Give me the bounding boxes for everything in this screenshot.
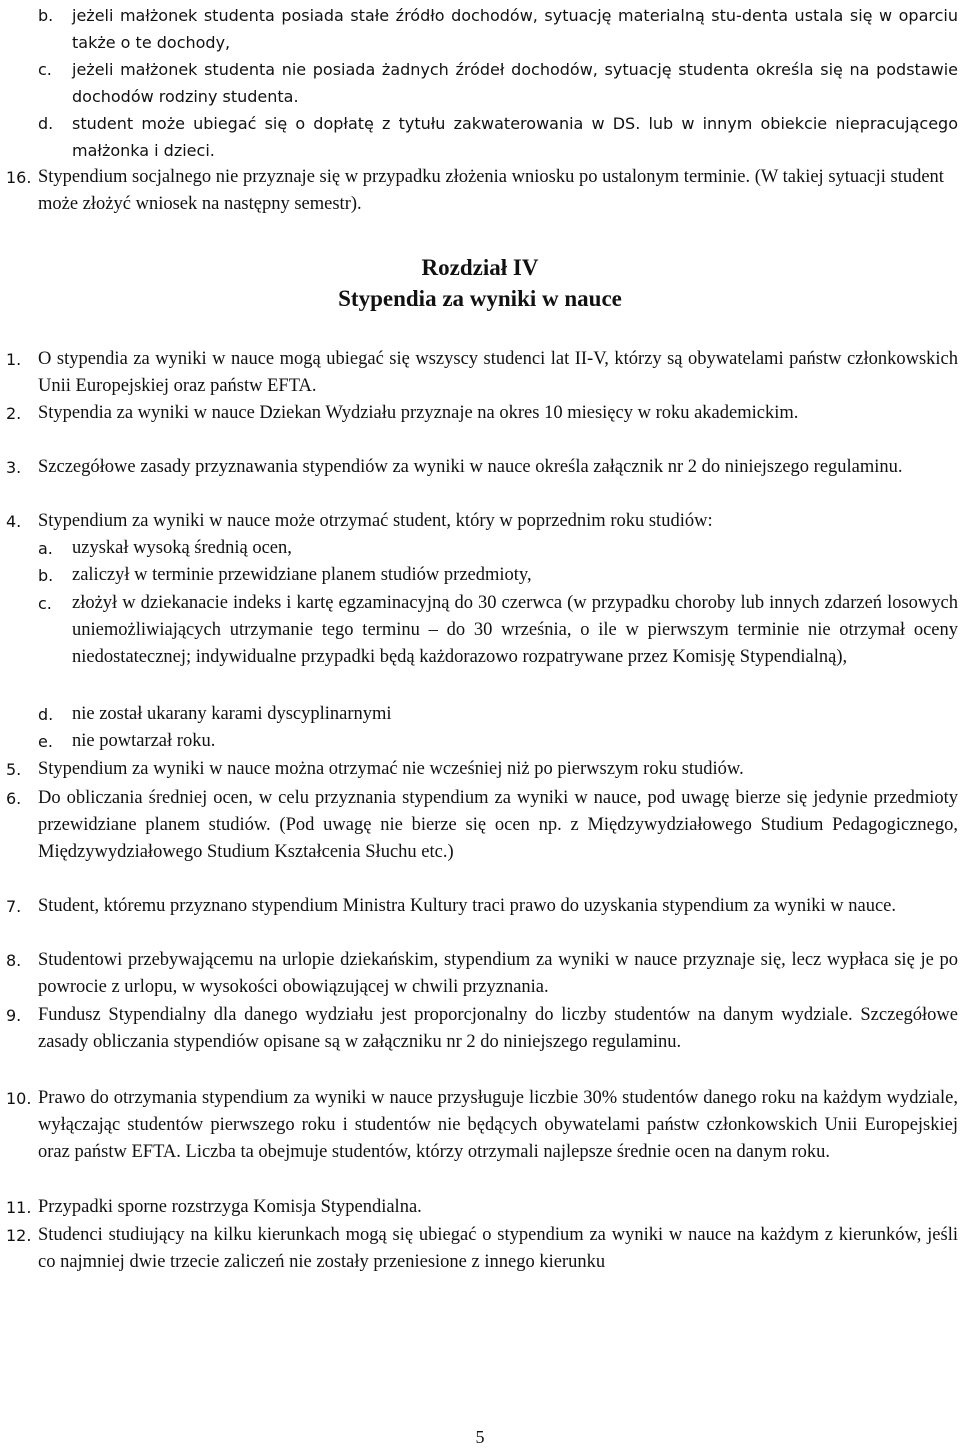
list-text: Stypendium za wyniki w nauce można otrzymać nie wcześniej niż po pierwszym roku studiów. (38, 759, 744, 779)
list-marker: 3. (6, 458, 22, 477)
list-marker: 2. (6, 404, 22, 423)
list-marker: 16. (6, 168, 32, 187)
list-text: Stypendium socjalnego nie przyznaje się w przypadku złożenia wniosku po ustalonym terminie. (W takiej sytuacji student może złożyć wniosek na następny semestr). (38, 167, 944, 214)
list-marker: 10. (6, 1089, 32, 1108)
list-marker: b. (38, 6, 54, 25)
list-text: Szczegółowe zasady przyznawania stypendiów za wyniki w nauce określa załącznik nr 2 do niniejszego regulaminu. (38, 457, 903, 477)
list-text: uzyskał wysoką średnią ocen, (72, 538, 292, 558)
list-marker: 9. (6, 1006, 22, 1025)
list-text: Studenci studiujący na kilku kierunkach mogą się ubiegać o stypendium za wyniki w nauce na każdym z kierunków, jeśli co najmniej dwie trzecie zaliczeń nie zostały przeniesione z innego kierunku (38, 1225, 958, 1272)
list-marker: d. (38, 705, 54, 724)
list-text: O stypendia za wyniki w nauce mogą ubiegać się wszyscy studenci lat II-V, którzy są obywatelami państw członkowskich Unii Europejskiej oraz państw EFTA. (38, 349, 958, 396)
list-text: Fundusz Stypendialny dla danego wydziału jest proporcjonalny do liczby studentów na danym wydziale. Szczegółowe zasady obliczania stypendiów opisane są w załączniku nr 2 do niniejszego regulaminu. (38, 1005, 958, 1052)
list-text: Student, któremu przyznano stypendium Ministra Kultury traci prawo do uzyskania stypendium za wyniki w nauce. (38, 896, 897, 916)
list-marker: 12. (6, 1226, 32, 1245)
list-marker: e. (38, 732, 53, 751)
list-text: nie powtarzał roku. (72, 731, 216, 751)
list-text: złożył w dziekanacie indeks i kartę egzaminacyjną do 30 czerwca (w przypadku choroby lub innych zdarzeń losowych uniemożliwiających utrzymanie tego terminu – do 30 września, o ile w pierwszym terminie nie otrzymał oceny niedostatecznej; indywidualne przypadki będą każdorazowo rozpatrywane przez Komisję Stypendialną), (72, 593, 958, 667)
list-text: Do obliczania średniej ocen, w celu przyznania stypendium za wyniki w nauce, pod uwagę bierze się jedynie przedmioty przewidziane planem studiów. (Pod uwagę nie bierze się ocen np. z Międzywydziałowego Studium Pedagogicznego, Międzywydziałowego Studium Kształcenia Słuchu etc.) (38, 788, 958, 862)
list-text: nie został ukarany karami dyscyplinarnymi (72, 704, 392, 724)
chapter-number-heading: Rozdział IV (421, 255, 539, 280)
list-marker: 5. (6, 760, 22, 779)
list-marker: 1. (6, 350, 22, 369)
list-text: Stypendium za wyniki w nauce może otrzymać student, który w poprzednim roku studiów: (38, 511, 713, 531)
list-marker: b. (38, 566, 54, 585)
list-marker: 11. (6, 1198, 32, 1217)
list-text: jeżeli małżonek studenta posiada stałe źródło dochodów, sytuację materialną stu-denta ustala się w oparciu także o te dochody, (72, 6, 958, 52)
list-text: zaliczył w terminie przewidziane planem studiów przedmioty, (72, 565, 532, 585)
list-text: Przypadki sporne rozstrzyga Komisja Stypendialna. (38, 1197, 422, 1217)
list-text: Studentowi przebywającemu na urlopie dziekańskim, stypendium za wyniki w nauce przyznaje się, lecz wypłaca się je po powrocie z urlopu, w wysokości obowiązującej w chwili przyznania. (38, 950, 958, 997)
list-marker: 6. (6, 789, 22, 808)
list-marker: c. (38, 594, 52, 613)
list-text: Prawo do otrzymania stypendium za wyniki w nauce przysługuje liczbie 30% studentów danego roku na każdym wydziale, wyłączając studentów pierwszego roku i studentów nie będących obywatelami państw członkowskich Unii Europejskiej oraz państw EFTA. Liczba ta obejmuje studentów, którzy otrzymali najlepsze średnie ocen na danym roku. (38, 1088, 958, 1162)
page-number: 5 (475, 1427, 485, 1447)
list-text: jeżeli małżonek studenta nie posiada żadnych źródeł dochodów, sytuację studenta określa się na podstawie dochodów rodziny studenta. (72, 60, 958, 106)
list-marker: 8. (6, 951, 22, 970)
list-text: Stypendia za wyniki w nauce Dziekan Wydziału przyznaje na okres 10 miesięcy w roku akademickim. (38, 403, 799, 423)
list-text: student może ubiegać się o dopłatę z tytułu zakwaterowania w DS. lub w innym obiekcie niepracującego małżonka i dzieci. (72, 114, 958, 160)
chapter-title-heading: Stypendia za wyniki w nauce (338, 286, 622, 311)
list-marker: d. (38, 114, 54, 133)
list-marker: c. (38, 60, 52, 79)
list-marker: a. (38, 539, 53, 558)
list-marker: 7. (6, 897, 22, 916)
list-marker: 4. (6, 512, 22, 531)
